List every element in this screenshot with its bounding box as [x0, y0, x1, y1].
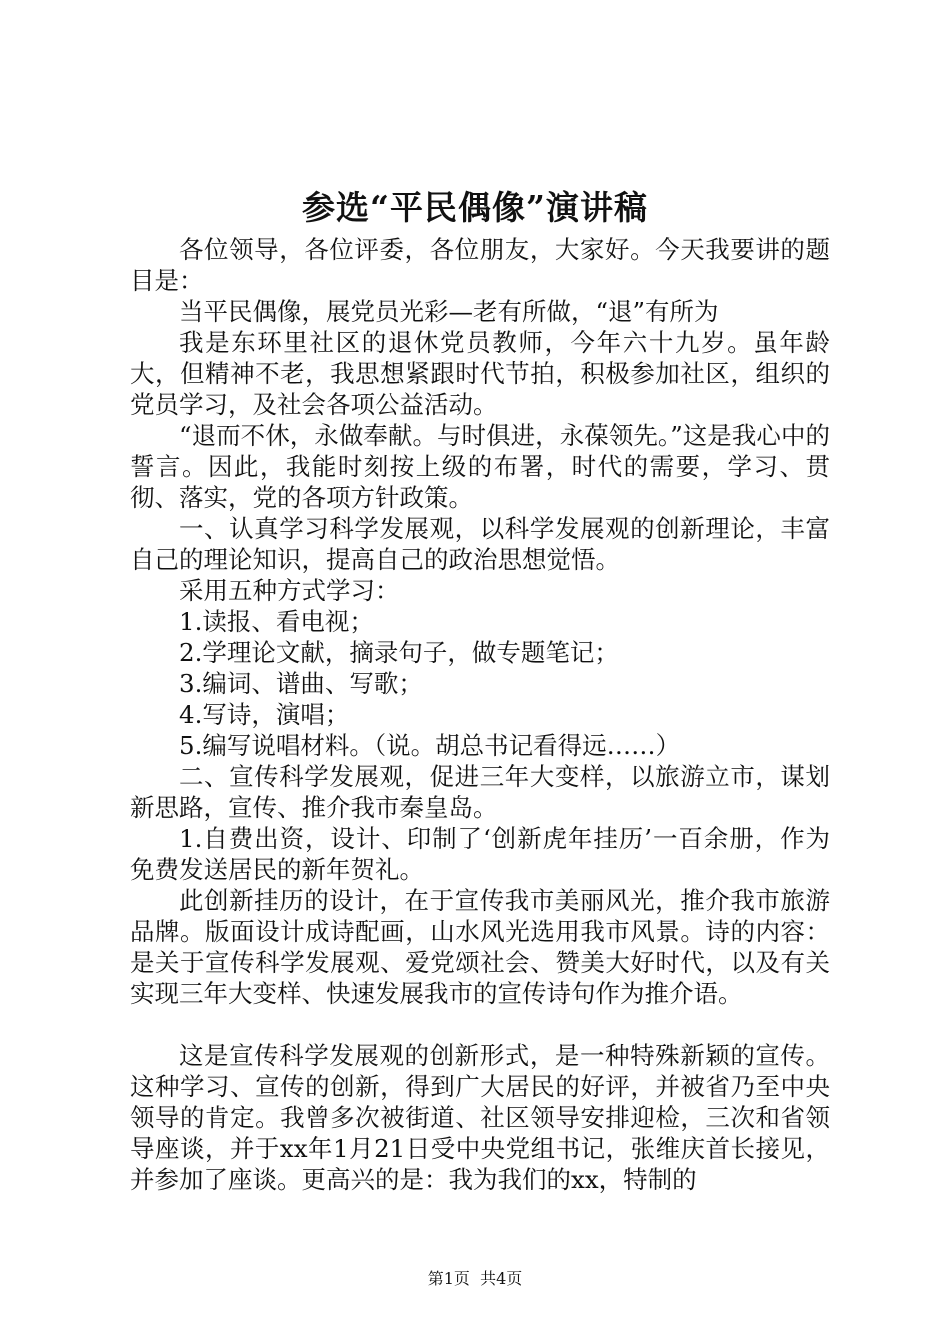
list-item: 1.读报、看电视；	[179, 607, 374, 636]
paragraph: 1.自费出资，设计、印制了‘创新虎年挂历’一百余册，作为免费发送居民的新年贺礼。	[130, 824, 830, 884]
paragraph: 此创新挂历的设计，在于宣传我市美丽风光，推介我市旅游品牌。版面设计成诗配画，山水风光选用我市风景。诗的内容：是关于宣传科学发展观、爱党颂社会、赞美大好时代，以及有关实现三年大变样、快速发展我市的宣传诗句作为推介语。	[130, 886, 830, 1008]
paragraph: 各位领导，各位评委，各位朋友，大家好。今天我要讲的题目是：	[130, 235, 830, 295]
document-title: 参选“平民偶像”演讲稿	[302, 188, 648, 227]
page-number: 第1页	[427, 1269, 470, 1288]
page-footer	[0, 1268, 950, 1290]
document-body	[130, 234, 830, 1195]
list-item: 4.写诗，演唱；	[179, 700, 350, 729]
paragraph: 二、宣传科学发展观，促进三年大变样，以旅游立市，谋划新思路，宣传、推介我市秦皇岛。	[130, 762, 830, 822]
page-total: 共4页	[480, 1269, 523, 1288]
list-item: 3.编词、谱曲、写歌；	[179, 669, 423, 698]
list-item: 2.学理论文献，摘录句子，做专题笔记；	[179, 638, 619, 667]
paragraph: 当平民偶像，展党员光彩—老有所做，“退”有所为	[179, 297, 719, 326]
paragraph: 这是宣传科学发展观的创新形式，是一种特殊新颖的宣传。这种学习、宣传的创新，得到广大居民的好评，并被省乃至中央领导的肯定。我曾多次被街道、社区领导安排迎检，三次和省领导座谈，并于xx年1月21日受中央党组书记，张维庆首长接见，并参加了座谈。更高兴的是：我为我们的xx，特制的	[130, 1041, 830, 1194]
list-item: 5.编写说唱材料。（说。胡总书记看得远……）	[179, 731, 681, 760]
paragraph: 一、认真学习科学发展观，以科学发展观的创新理论，丰富自己的理论知识，提高自己的政治思想觉悟。	[130, 514, 830, 574]
paragraph: “退而不休，永做奉献。与时俱进，永葆领先。”这是我心中的誓言。因此，我能时刻按上级的布署，时代的需要，学习、贯彻、落实，党的各项方针政策。	[130, 421, 830, 512]
paragraph: 采用五种方式学习：	[179, 576, 400, 605]
paragraph: 我是东环里社区的退休党员教师，今年六十九岁。虽年龄大，但精神不老，我思想紧跟时代节拍，积极参加社区，组织的党员学习，及社会各项公益活动。	[130, 328, 830, 419]
